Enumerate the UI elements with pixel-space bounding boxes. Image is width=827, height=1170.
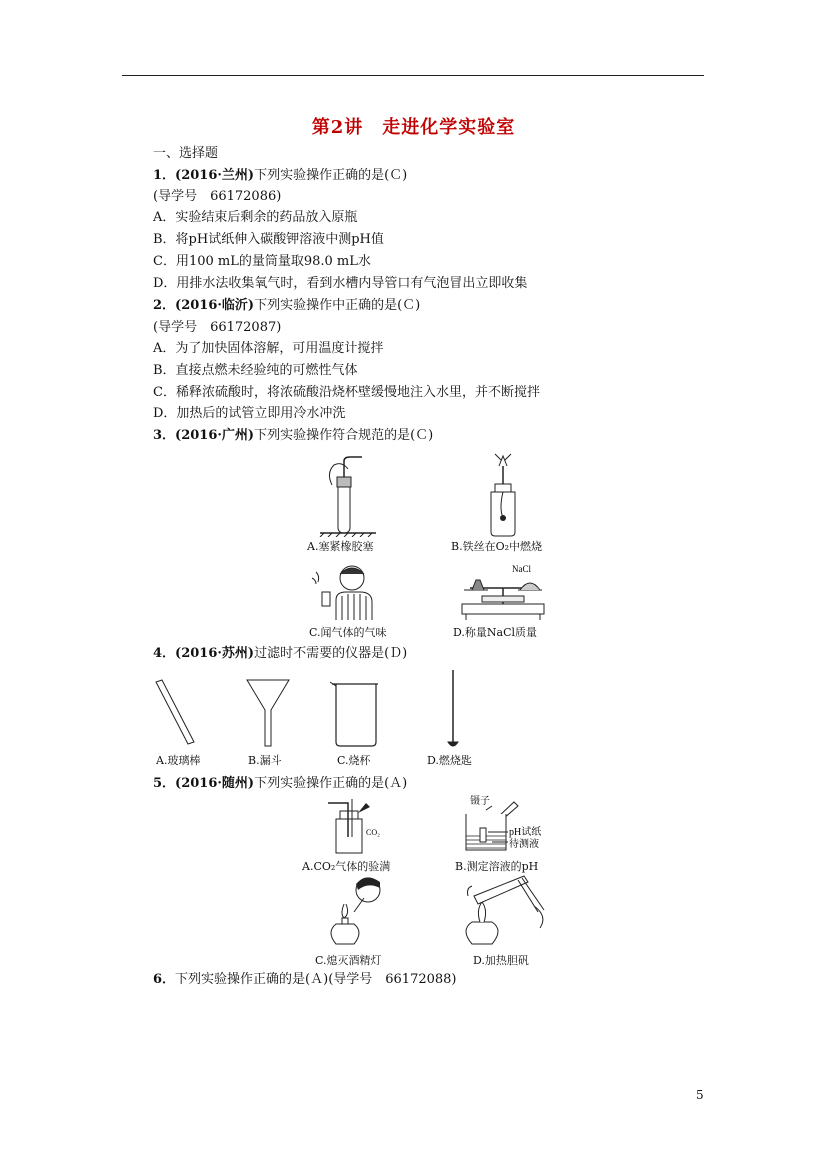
question-1-option-d: D．用排水法收集氧气时，看到水槽内导管口有气泡冒出立即收集 [153,276,528,291]
question-1-option-a: A．实验结束后剩余的药品放入原瓶 [153,210,358,225]
question-2-stem: 2．(2016·临沂)下列实验操作中正确的是(Ｃ) [153,298,421,313]
beaker-illustration [328,680,382,750]
question-2-option-a: A．为了加快固体溶解，可用温度计搅拌 [153,341,384,356]
question-5-caption-b: B.测定溶液的pH [455,860,539,873]
question-5-stem: 5．(2016·随州)下列实验操作正确的是(Ａ) [153,776,408,791]
question-1-stem: 1．(2016·兰州)下列实验操作正确的是(Ｃ) [153,168,408,183]
page-number: 5 [696,1088,704,1102]
balance-illustration [458,560,548,622]
heating-copper-sulfate-illustration [462,866,552,948]
question-4-caption-d: D.燃烧匙 [427,754,472,767]
question-4-caption-b: B.漏斗 [248,754,282,767]
question-1-guide: (导学号 66172086) [153,189,282,204]
question-3-stem: 3．(2016·广州)下列实验操作符合规范的是(Ｃ) [153,428,434,443]
question-5-caption-d: D.加热胆矾 [473,954,529,967]
question-4-caption-a: A.玻璃棒 [156,754,201,767]
question-1-option-c: C．用100 mL的量筒量取98.0 mL水 [153,254,371,269]
smelling-gas-illustration [306,562,378,622]
stopper-illustration [318,455,378,537]
question-4-caption-c: C.烧杯 [337,754,371,767]
glass-rod-illustration [152,678,202,750]
ph-paper-label: pH试纸 [509,827,542,838]
question-1-option-b: B．将pH试纸伸入碳酸钾溶液中测pH值 [153,232,384,247]
solution-label: 待测液 [509,839,539,850]
question-3-caption-c: C.闻气体的气味 [309,626,387,639]
co2-collection-illustration [322,797,382,857]
section-heading: 一、选择题 [153,146,219,161]
question-5-caption-c: C.熄灭酒精灯 [315,954,382,967]
iron-wire-combustion-illustration [473,452,533,538]
question-2-option-d: D．加热后的试管立即用冷水冲洗 [153,406,346,421]
question-2-option-c: C．稀释浓硫酸时，将浓硫酸沿烧杯壁缓慢地注入水里，并不断搅拌 [153,385,540,400]
question-2-guide: (导学号 66172087) [153,320,282,335]
combustion-spoon-illustration [438,668,468,750]
question-3-caption-d: D.称量NaCl质量 [453,626,538,639]
extinguish-lamp-illustration [324,872,392,948]
question-3-caption-a: A.塞紧橡胶塞 [307,540,374,553]
question-2-option-b: B．直接点燃未经验纯的可燃性气体 [153,363,358,378]
tweezers-label: 镊子 [470,796,490,807]
funnel-illustration [243,676,293,750]
nacl-label: NaCl [512,564,531,574]
header-rule [122,75,704,76]
question-6-stem: 6．下列实验操作正确的是(Ａ)(导学号 66172088) [153,972,457,987]
question-3-caption-b: B.铁丝在O₂中燃烧 [451,540,543,553]
co2-label: CO₂ [366,828,380,837]
page-title: 第2讲 走进化学实验室 [311,117,516,138]
ph-measurement-illustration [462,792,558,858]
question-5-caption-a: A.CO₂气体的验满 [302,860,391,873]
question-4-stem: 4．(2016·苏州)过滤时不需要的仪器是(Ｄ) [153,646,408,661]
